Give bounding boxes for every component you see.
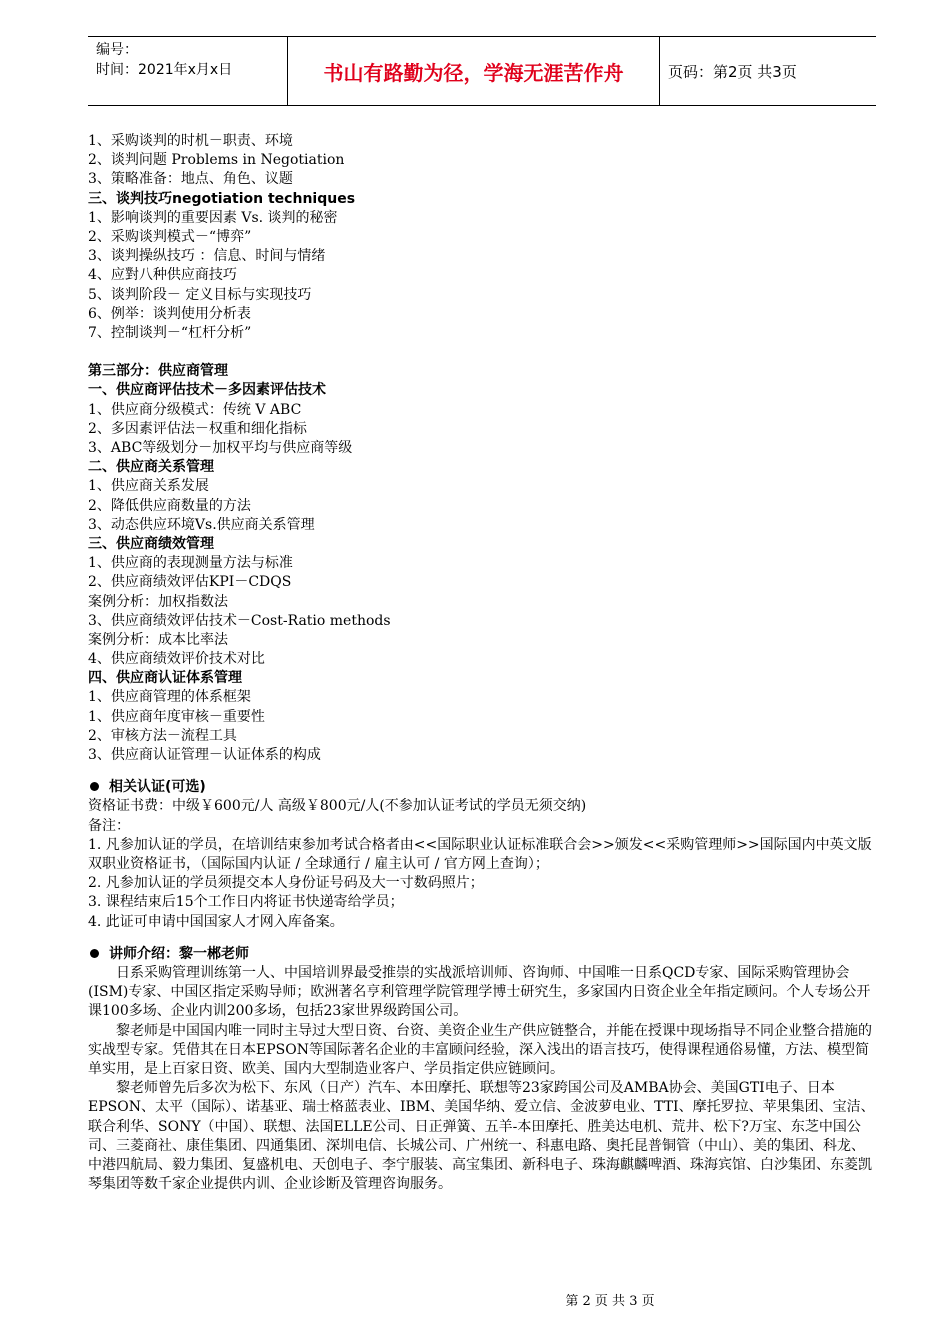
list-item: 3、谈判操纵技巧 ：信息、时间与情绪 bbox=[88, 248, 326, 265]
lecturer-paragraph: 黎老师曾先后多次为松下、东风（日产）汽车、本田摩托、联想等23家跨国公司及AMBA协会、美国GTI电子、日本EPSON、太平（国际）、诺基亚、瑞士格蓝表业、IBM、美国华纳、爱立信、金波萝电业、TTI、摩托罗拉、苹果集团、宝洁、联合利华、SONY（中国）、联想、法国ELLE公司、日正弹簧、五羊-本田摩托、胜美达电机、荒井、松下?万宝、东芝中国公司、三菱商社、康佳集团、四通集团、深圳电信、长城公司、广州统一、科惠电路、奥托昆普铜管（中山）、美的集团、科龙、中港四航局、毅力集团、复盛机电、天创电子、李宁服装、高宝集团、新科电子、珠海麒麟啤酒、珠海宾馆、白沙集团、东菱凯琴集团等数千家企业提供内训、企业诊断及管理咨询服务。 bbox=[88, 1080, 875, 1193]
list-item: 1、影响谈判的重要因素 Vs. 谈判的秘密 bbox=[88, 209, 338, 226]
section-heading: 二、供应商关系管理 bbox=[88, 459, 214, 476]
cert-note: 2. 凡参加认证的学员须提交本人身份证号码及大一寸数码照片； bbox=[88, 875, 484, 892]
list-item: 3、ABC等级划分－加权平均与供应商等级 bbox=[88, 440, 353, 456]
header-motto: 书山有路勤为径，学海无涯苦作舟 bbox=[288, 37, 660, 105]
list-item: 案例分析：加权指数法 bbox=[88, 593, 228, 610]
cert-note: 1. 凡参加认证的学员，在培训结束参加考试合格者由<<国际职业认证标准联合会>>颁发<<采购管理师>>国际国内中英文版双职业资格证书，（国际国内认证 / 全球通行 / 雇主认可 / 官方网上查询）； bbox=[88, 836, 872, 872]
list-item: 4、应對八种供应商技巧 bbox=[88, 267, 237, 284]
list-item: 3、供应商绩效评估技术－Cost-Ratio methods bbox=[88, 612, 391, 629]
list-item: 2、谈判问题 Problems in Negotiation bbox=[88, 152, 345, 169]
bullet-icon bbox=[90, 782, 99, 791]
list-item: 3、策略准备：地点、角色、议题 bbox=[88, 171, 293, 188]
section-heading: 一、供应商评估技术－多因素评估技术 bbox=[88, 382, 326, 399]
cert-note: 4. 此证可申请中国国家人才网入库备案。 bbox=[88, 913, 344, 930]
header-page-label: 页码：第2页 共3页 bbox=[668, 62, 797, 81]
cert-note: 3. 课程结束后15个工作日内将证书快递寄给学员； bbox=[88, 894, 404, 911]
list-item: 1、供应商管理的体系框架 bbox=[88, 689, 251, 706]
list-item: 案例分析：成本比率法 bbox=[88, 631, 228, 648]
list-item: 2、降低供应商数量的方法 bbox=[88, 497, 251, 514]
list-item: 2、多因素评估法－权重和细化指标 bbox=[88, 420, 307, 437]
list-item: 7、控制谈判－“杠杆分析” bbox=[88, 324, 252, 341]
list-item: 1、供应商关系发展 bbox=[88, 478, 209, 495]
section-heading: 三、供应商绩效管理 bbox=[88, 535, 214, 552]
doc-time-label: 时间：2021年x月x日 bbox=[96, 62, 233, 78]
section-heading: 四、供应商认证体系管理 bbox=[88, 670, 242, 687]
doc-number-label: 编号： bbox=[96, 42, 138, 58]
cert-heading bbox=[88, 778, 878, 797]
list-item: 3、动态供应环境Vs.供应商关系管理 bbox=[88, 516, 315, 533]
list-item: 2、供应商绩效评估KPI－CDQS bbox=[88, 574, 292, 591]
list-item: 3、供应商认证管理－认证体系的构成 bbox=[88, 747, 321, 763]
list-item: 1、供应商年度审核－重要性 bbox=[88, 708, 265, 725]
page-header bbox=[88, 36, 876, 106]
list-item: 1、采购谈判的时机－职责、环境 bbox=[88, 133, 293, 149]
cert-title: 相关认证(可选) bbox=[109, 779, 206, 796]
part-heading: 第三部分：供应商管理 bbox=[88, 363, 228, 380]
document-body bbox=[88, 132, 878, 1194]
list-item: 2、采购谈判模式－“博弈” bbox=[88, 228, 252, 245]
lecturer-paragraph: 黎老师是中国国内唯一同时主导过大型日资、台资、美资企业生产供应链整合，并能在授课中现场指导不同企业整合措施的实战型专家。凭借其在日本EPSON等国际著名企业的丰富顾问经验，深入浅出的语言技巧，使得课程通俗易懂，方法、模型简单实用，是上百家日资、欧美、国内大型制造业客户、学员指定供应链顾问。 bbox=[88, 1022, 872, 1077]
lecturer-title: 讲师介绍：黎一郴老师 bbox=[109, 945, 249, 962]
list-item: 6、例举：谈判使用分析表 bbox=[88, 305, 251, 322]
bullet-icon bbox=[90, 949, 99, 958]
page-footer bbox=[0, 1290, 950, 1309]
section-heading: 三、谈判技巧negotiation techniques bbox=[88, 190, 356, 207]
cert-fee: 资格证书费：中级￥600元/人 高级￥800元/人(不参加认证考试的学员无须交纳) bbox=[88, 798, 587, 815]
cert-note-label: 备注： bbox=[88, 817, 130, 834]
list-item: 1、供应商的表现测量方法与标准 bbox=[88, 555, 293, 572]
footer-page-number: 第 2 页 共 3 页 bbox=[565, 1294, 655, 1309]
lecturer-paragraph: 日系采购管理训练第一人、中国培训界最受推崇的实战派培训师、咨询师、中国唯一日系QCD专家、国际采购管理协会(ISM)专家、中国区指定采购导师；欧洲著名亨利管理学院管理学博士研究生，多家国内日资企业全年指定顾问。个人专场公开课100多场、企业内训200多场，包括23家世界级跨国公司。 bbox=[88, 964, 871, 1020]
lecturer-heading bbox=[88, 945, 878, 964]
list-item: 2、审核方法－流程工具 bbox=[88, 727, 237, 744]
list-item: 4、供应商绩效评价技术对比 bbox=[88, 651, 265, 668]
list-item: 1、供应商分级模式：传统 V ABC bbox=[88, 401, 302, 418]
header-meta bbox=[88, 37, 288, 105]
list-item: 5、谈判阶段－ 定义目标与实现技巧 bbox=[88, 286, 312, 303]
